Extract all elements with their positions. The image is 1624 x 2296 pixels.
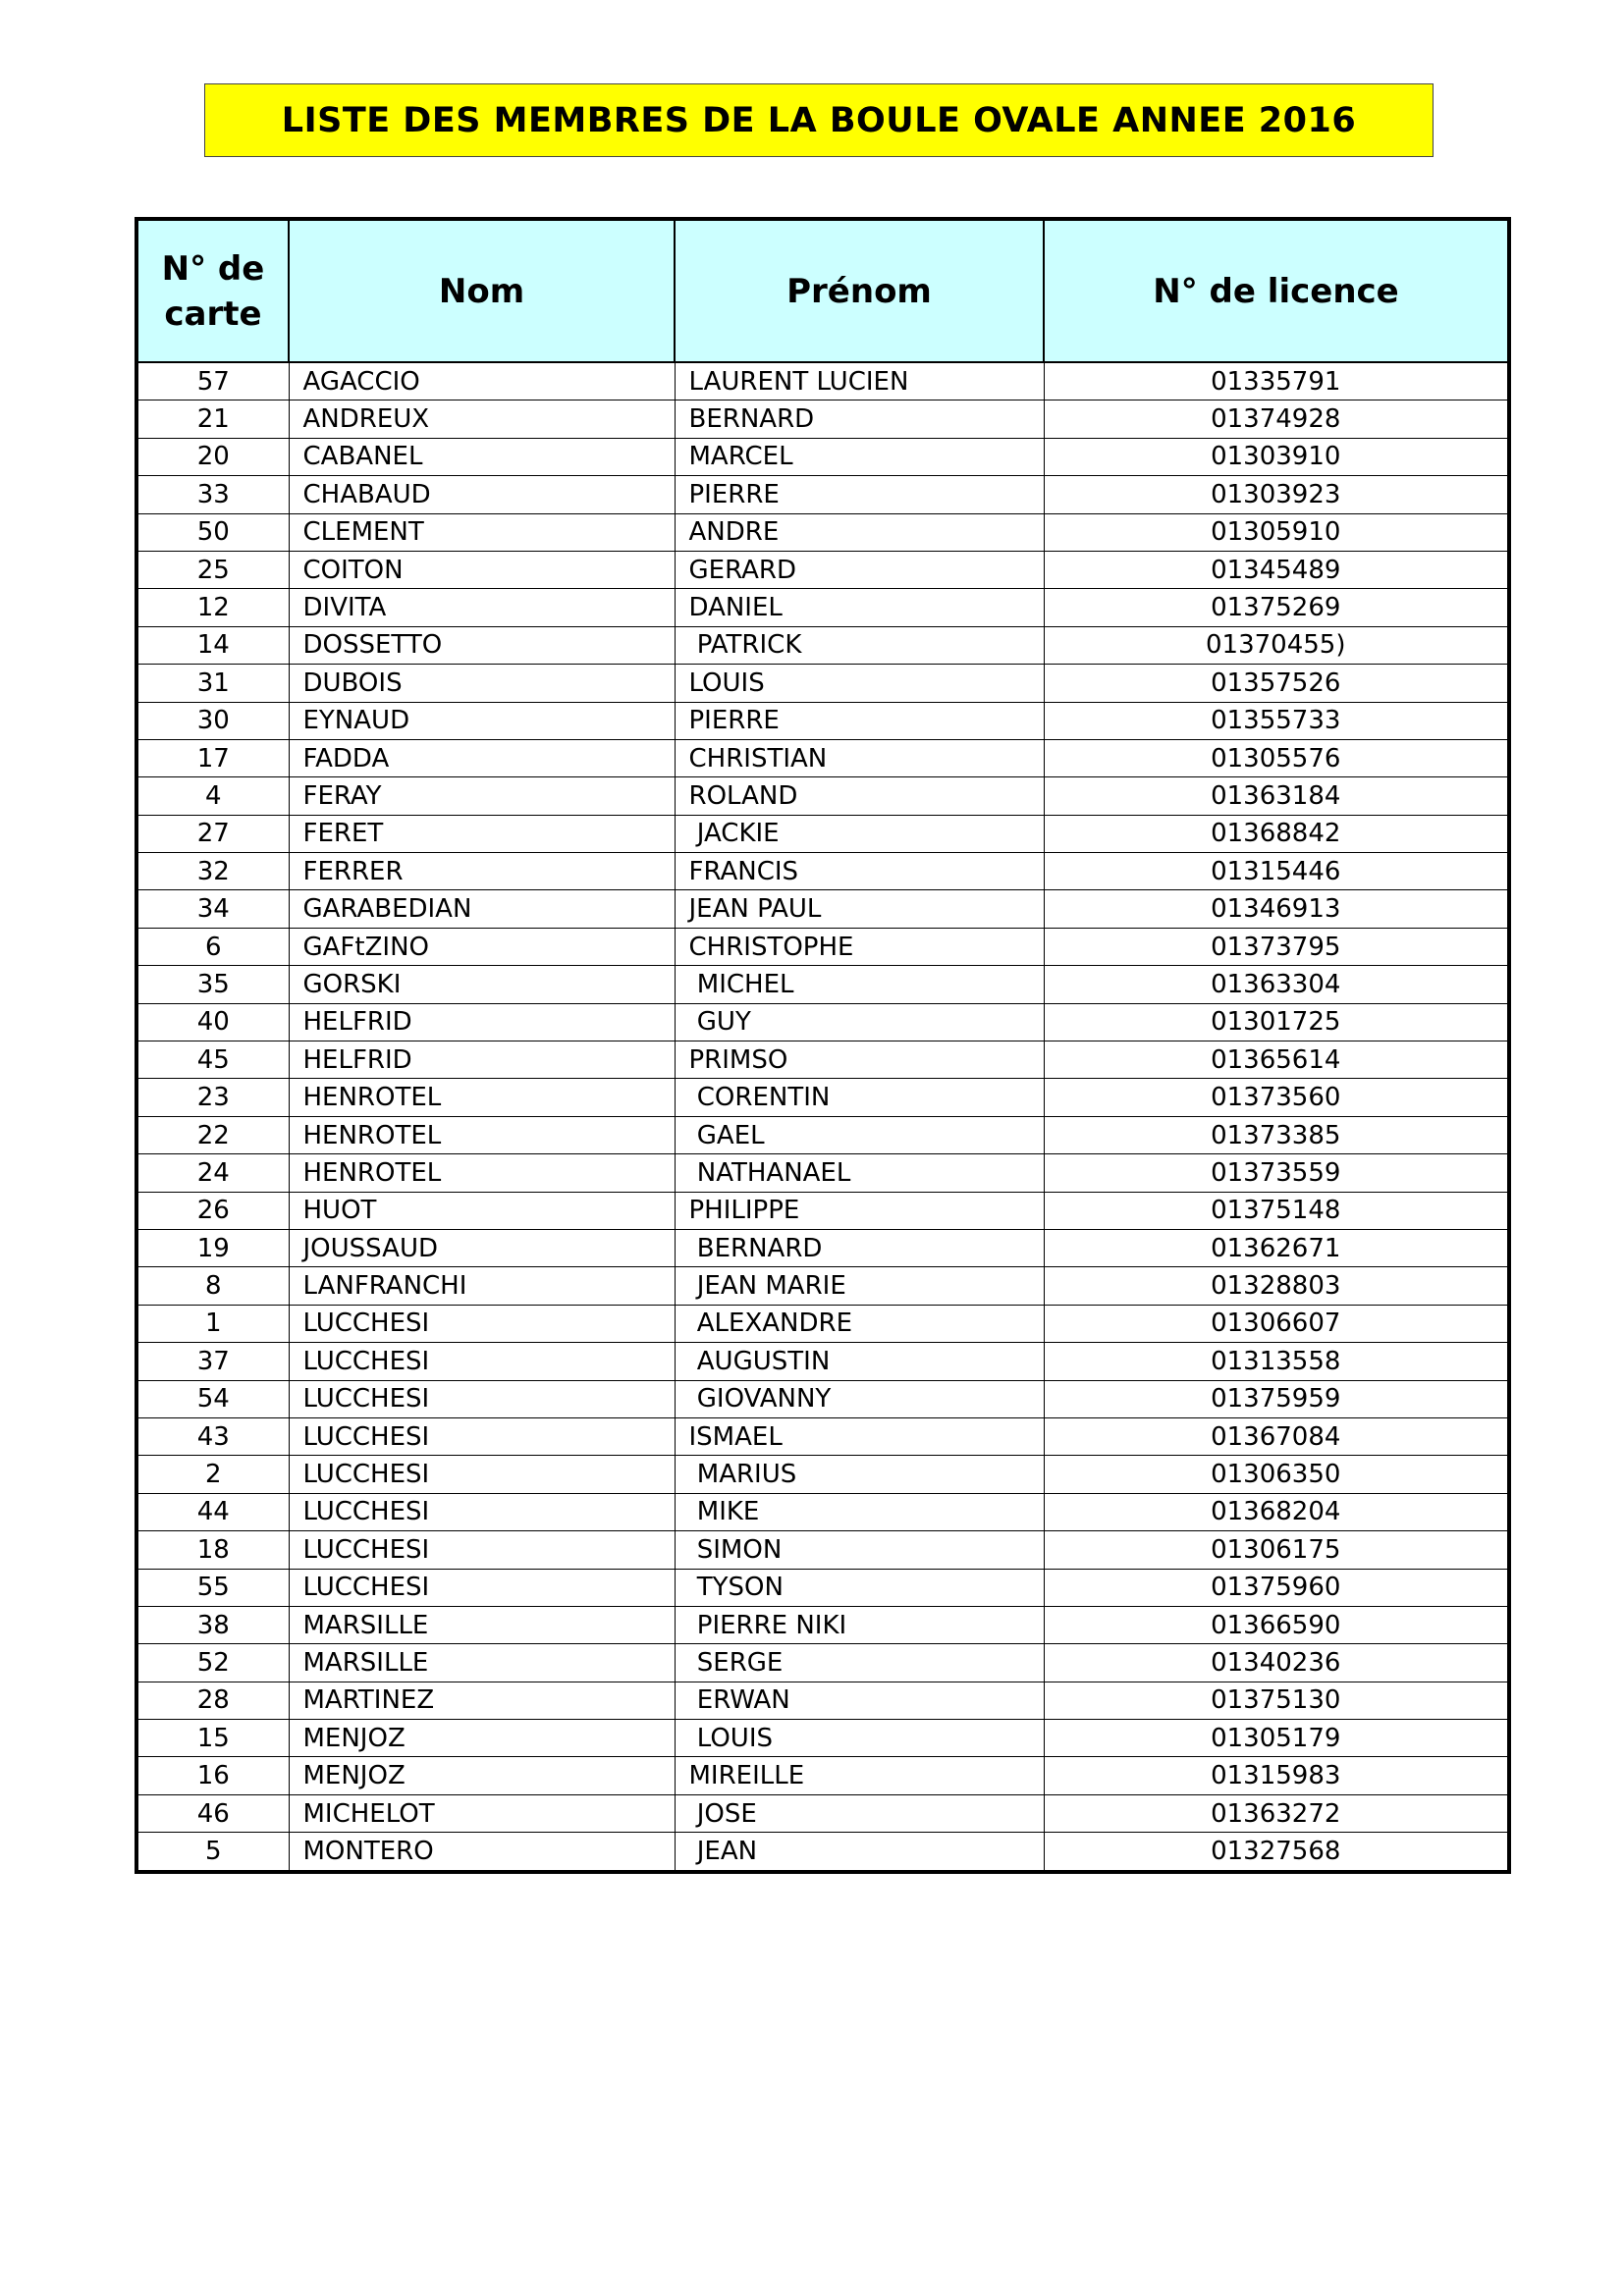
header-carte: N° de carte: [136, 219, 289, 362]
cell-prenom: SERGE: [675, 1644, 1044, 1682]
cell-licence: 01362671: [1044, 1229, 1509, 1266]
cell-nom: MONTERO: [289, 1833, 675, 1872]
table-row: [136, 626, 1509, 664]
cell-nom: LUCCHESI: [289, 1305, 675, 1342]
cell-carte: 18: [136, 1531, 289, 1569]
cell-carte: 38: [136, 1606, 289, 1643]
cell-nom: DOSSETTO: [289, 626, 675, 664]
cell-nom: HENROTEL: [289, 1116, 675, 1153]
cell-carte: 15: [136, 1720, 289, 1757]
page-title: LISTE DES MEMBRES DE LA BOULE OVALE ANNEE 2016: [281, 100, 1357, 140]
table-row: [136, 1041, 1509, 1079]
cell-carte: 40: [136, 1003, 289, 1041]
cell-licence: 01303923: [1044, 476, 1509, 513]
cell-licence: 01306350: [1044, 1456, 1509, 1493]
cell-licence: 01374928: [1044, 400, 1509, 438]
cell-carte: 35: [136, 966, 289, 1003]
cell-carte: 2: [136, 1456, 289, 1493]
table-row: [136, 1794, 1509, 1832]
cell-nom: MARTINEZ: [289, 1682, 675, 1719]
cell-nom: CHABAUD: [289, 476, 675, 513]
cell-licence: 01315983: [1044, 1757, 1509, 1794]
cell-nom: GARABEDIAN: [289, 890, 675, 928]
table-row: [136, 1833, 1509, 1872]
table-row: [136, 1757, 1509, 1794]
cell-carte: 21: [136, 400, 289, 438]
cell-prenom: GERARD: [675, 551, 1044, 588]
cell-carte: 17: [136, 739, 289, 776]
header-licence: N° de licence: [1044, 219, 1509, 362]
cell-licence: 01306607: [1044, 1305, 1509, 1342]
cell-nom: LUCCHESI: [289, 1380, 675, 1417]
table-row: [136, 438, 1509, 475]
cell-nom: DUBOIS: [289, 665, 675, 702]
cell-prenom: CORENTIN: [675, 1079, 1044, 1116]
cell-licence: 01375269: [1044, 589, 1509, 626]
cell-nom: LUCCHESI: [289, 1569, 675, 1606]
cell-nom: EYNAUD: [289, 702, 675, 739]
table-row: [136, 551, 1509, 588]
cell-nom: LANFRANCHI: [289, 1267, 675, 1305]
cell-prenom: CHRISTIAN: [675, 739, 1044, 776]
cell-prenom: JEAN MARIE: [675, 1267, 1044, 1305]
cell-licence: 01303910: [1044, 438, 1509, 475]
cell-carte: 5: [136, 1833, 289, 1872]
cell-prenom: MIREILLE: [675, 1757, 1044, 1794]
cell-licence: 01301725: [1044, 1003, 1509, 1041]
cell-licence: 01370455): [1044, 626, 1509, 664]
cell-licence: 01375148: [1044, 1192, 1509, 1229]
members-table: [135, 217, 1511, 1874]
cell-licence: 01375960: [1044, 1569, 1509, 1606]
cell-licence: 01363304: [1044, 966, 1509, 1003]
cell-carte: 43: [136, 1417, 289, 1455]
cell-carte: 20: [136, 438, 289, 475]
table-row: [136, 1154, 1509, 1192]
cell-licence: 01313558: [1044, 1343, 1509, 1380]
cell-carte: 14: [136, 626, 289, 664]
table-row: [136, 890, 1509, 928]
table-row: [136, 1720, 1509, 1757]
table-row: [136, 400, 1509, 438]
cell-nom: HENROTEL: [289, 1079, 675, 1116]
table-row: [136, 1682, 1509, 1719]
cell-carte: 44: [136, 1493, 289, 1530]
cell-carte: 8: [136, 1267, 289, 1305]
cell-prenom: LOUIS: [675, 1720, 1044, 1757]
table-row: [136, 702, 1509, 739]
cell-prenom: PATRICK: [675, 626, 1044, 664]
cell-licence: 01368204: [1044, 1493, 1509, 1530]
cell-nom: MICHELOT: [289, 1794, 675, 1832]
cell-nom: MARSILLE: [289, 1644, 675, 1682]
cell-licence: 01305179: [1044, 1720, 1509, 1757]
cell-nom: AGACCIO: [289, 362, 675, 400]
cell-nom: GAFtZINO: [289, 928, 675, 965]
cell-licence: 01373559: [1044, 1154, 1509, 1192]
cell-licence: 01373795: [1044, 928, 1509, 965]
cell-nom: MENJOZ: [289, 1720, 675, 1757]
cell-nom: FERET: [289, 815, 675, 852]
table-row: [136, 853, 1509, 890]
cell-licence: 01375130: [1044, 1682, 1509, 1719]
cell-licence: 01345489: [1044, 551, 1509, 588]
cell-prenom: ERWAN: [675, 1682, 1044, 1719]
cell-carte: 28: [136, 1682, 289, 1719]
cell-carte: 22: [136, 1116, 289, 1153]
table-row: [136, 966, 1509, 1003]
cell-carte: 54: [136, 1380, 289, 1417]
table-row: [136, 1116, 1509, 1153]
header-nom: Nom: [289, 219, 675, 362]
cell-licence: 01305910: [1044, 513, 1509, 551]
cell-nom: LUCCHESI: [289, 1456, 675, 1493]
cell-carte: 46: [136, 1794, 289, 1832]
cell-prenom: MIKE: [675, 1493, 1044, 1530]
cell-prenom: MARIUS: [675, 1456, 1044, 1493]
cell-prenom: CHRISTOPHE: [675, 928, 1044, 965]
cell-licence: 01340236: [1044, 1644, 1509, 1682]
cell-carte: 52: [136, 1644, 289, 1682]
cell-licence: 01368842: [1044, 815, 1509, 852]
cell-prenom: PIERRE: [675, 702, 1044, 739]
table-row: [136, 476, 1509, 513]
cell-prenom: MARCEL: [675, 438, 1044, 475]
cell-licence: 01328803: [1044, 1267, 1509, 1305]
cell-prenom: JOSE: [675, 1794, 1044, 1832]
header-prenom: Prénom: [675, 219, 1044, 362]
cell-carte: 23: [136, 1079, 289, 1116]
cell-licence: 01363272: [1044, 1794, 1509, 1832]
cell-nom: HELFRID: [289, 1003, 675, 1041]
cell-nom: HELFRID: [289, 1041, 675, 1079]
cell-carte: 45: [136, 1041, 289, 1079]
cell-carte: 25: [136, 551, 289, 588]
cell-carte: 24: [136, 1154, 289, 1192]
table-row: [136, 1493, 1509, 1530]
cell-licence: 01373560: [1044, 1079, 1509, 1116]
table-row: [136, 1417, 1509, 1455]
cell-licence: 01365614: [1044, 1041, 1509, 1079]
table-row: [136, 1079, 1509, 1116]
cell-nom: FERAY: [289, 777, 675, 815]
cell-prenom: BERNARD: [675, 400, 1044, 438]
cell-carte: 1: [136, 1305, 289, 1342]
cell-prenom: JEAN: [675, 1833, 1044, 1872]
cell-nom: GORSKI: [289, 966, 675, 1003]
cell-prenom: LOUIS: [675, 665, 1044, 702]
cell-prenom: GAEL: [675, 1116, 1044, 1153]
cell-nom: FERRER: [289, 853, 675, 890]
cell-nom: HUOT: [289, 1192, 675, 1229]
cell-prenom: ISMAEL: [675, 1417, 1044, 1455]
cell-prenom: SIMON: [675, 1531, 1044, 1569]
table-row: [136, 1569, 1509, 1606]
header-row: [136, 219, 1509, 362]
cell-nom: DIVITA: [289, 589, 675, 626]
table-row: [136, 815, 1509, 852]
table-row: [136, 739, 1509, 776]
cell-carte: 4: [136, 777, 289, 815]
cell-nom: HENROTEL: [289, 1154, 675, 1192]
cell-carte: 16: [136, 1757, 289, 1794]
table-row: [136, 1267, 1509, 1305]
cell-carte: 27: [136, 815, 289, 852]
cell-licence: 01355733: [1044, 702, 1509, 739]
cell-carte: 31: [136, 665, 289, 702]
title-banner: [204, 83, 1434, 157]
cell-carte: 50: [136, 513, 289, 551]
cell-licence: 01373385: [1044, 1116, 1509, 1153]
cell-carte: 55: [136, 1569, 289, 1606]
cell-licence: 01306175: [1044, 1531, 1509, 1569]
cell-prenom: JACKIE: [675, 815, 1044, 852]
cell-licence: 01375959: [1044, 1380, 1509, 1417]
cell-prenom: PRIMSO: [675, 1041, 1044, 1079]
cell-carte: 26: [136, 1192, 289, 1229]
cell-prenom: GIOVANNY: [675, 1380, 1044, 1417]
cell-licence: 01305576: [1044, 739, 1509, 776]
table-row: [136, 589, 1509, 626]
cell-carte: 37: [136, 1343, 289, 1380]
cell-licence: 01363184: [1044, 777, 1509, 815]
cell-carte: 57: [136, 362, 289, 400]
cell-licence: 01327568: [1044, 1833, 1509, 1872]
members-table-body: [136, 362, 1509, 1872]
cell-prenom: MICHEL: [675, 966, 1044, 1003]
cell-nom: MENJOZ: [289, 1757, 675, 1794]
cell-licence: 01366590: [1044, 1606, 1509, 1643]
table-row: [136, 1192, 1509, 1229]
table-row: [136, 1644, 1509, 1682]
cell-nom: MARSILLE: [289, 1606, 675, 1643]
table-row: [136, 1456, 1509, 1493]
cell-carte: 30: [136, 702, 289, 739]
cell-prenom: FRANCIS: [675, 853, 1044, 890]
cell-prenom: AUGUSTIN: [675, 1343, 1044, 1380]
cell-prenom: PIERRE: [675, 476, 1044, 513]
cell-carte: 19: [136, 1229, 289, 1266]
table-row: [136, 1003, 1509, 1041]
table-row: [136, 1343, 1509, 1380]
table-row: [136, 777, 1509, 815]
cell-nom: LUCCHESI: [289, 1343, 675, 1380]
cell-prenom: JEAN PAUL: [675, 890, 1044, 928]
cell-prenom: LAURENT LUCIEN: [675, 362, 1044, 400]
table-row: [136, 1305, 1509, 1342]
table-row: [136, 1229, 1509, 1266]
cell-licence: 01315446: [1044, 853, 1509, 890]
table-row: [136, 1380, 1509, 1417]
cell-prenom: BERNARD: [675, 1229, 1044, 1266]
cell-nom: ANDREUX: [289, 400, 675, 438]
cell-carte: 33: [136, 476, 289, 513]
cell-prenom: ANDRE: [675, 513, 1044, 551]
cell-nom: LUCCHESI: [289, 1493, 675, 1530]
cell-nom: LUCCHESI: [289, 1531, 675, 1569]
cell-prenom: GUY: [675, 1003, 1044, 1041]
table-row: [136, 513, 1509, 551]
cell-carte: 6: [136, 928, 289, 965]
cell-nom: CLEMENT: [289, 513, 675, 551]
cell-nom: CABANEL: [289, 438, 675, 475]
cell-nom: COITON: [289, 551, 675, 588]
cell-prenom: ROLAND: [675, 777, 1044, 815]
cell-nom: FADDA: [289, 739, 675, 776]
cell-licence: 01367084: [1044, 1417, 1509, 1455]
cell-licence: 01357526: [1044, 665, 1509, 702]
cell-licence: 01346913: [1044, 890, 1509, 928]
cell-prenom: NATHANAEL: [675, 1154, 1044, 1192]
cell-carte: 32: [136, 853, 289, 890]
cell-prenom: TYSON: [675, 1569, 1044, 1606]
cell-carte: 34: [136, 890, 289, 928]
cell-carte: 12: [136, 589, 289, 626]
cell-prenom: ALEXANDRE: [675, 1305, 1044, 1342]
table-row: [136, 928, 1509, 965]
cell-nom: LUCCHESI: [289, 1417, 675, 1455]
table-row: [136, 1531, 1509, 1569]
cell-prenom: DANIEL: [675, 589, 1044, 626]
table-row: [136, 362, 1509, 400]
cell-nom: JOUSSAUD: [289, 1229, 675, 1266]
cell-prenom: PHILIPPE: [675, 1192, 1044, 1229]
cell-licence: 01335791: [1044, 362, 1509, 400]
table-row: [136, 1606, 1509, 1643]
table-row: [136, 665, 1509, 702]
cell-prenom: PIERRE NIKI: [675, 1606, 1044, 1643]
